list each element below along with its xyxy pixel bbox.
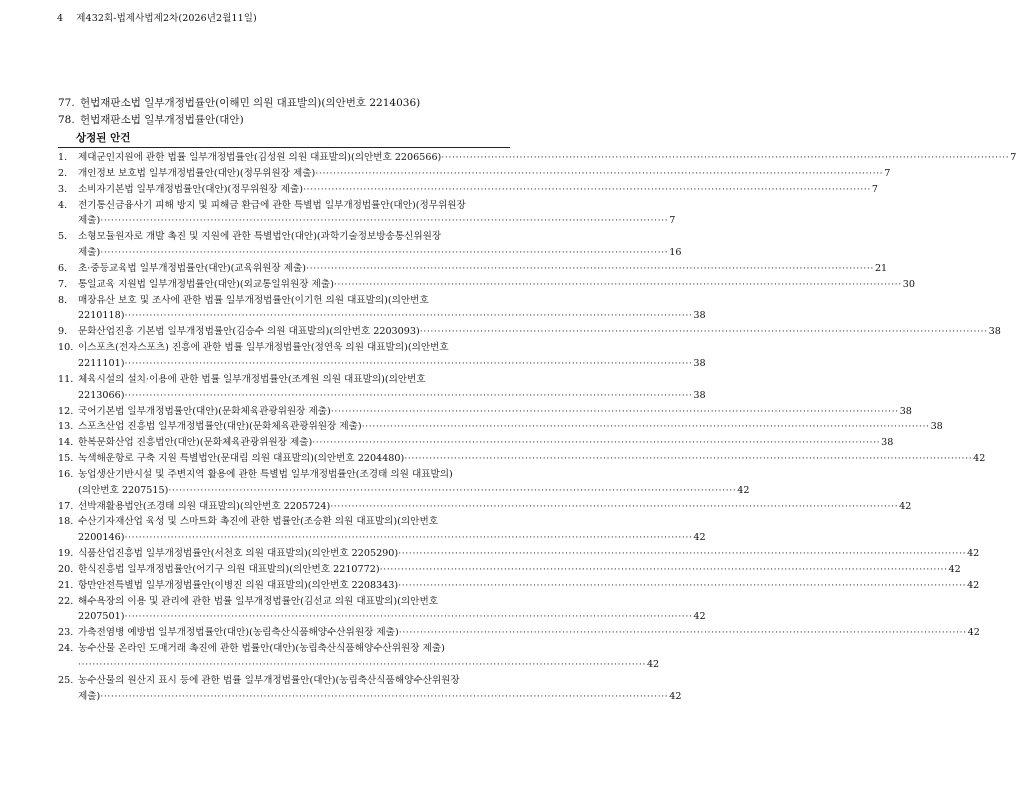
list-item <box>58 198 676 230</box>
item-number: 15. <box>58 453 74 465</box>
list-item <box>58 324 1001 340</box>
item-leader-line <box>78 609 706 625</box>
dot-leader <box>124 609 692 625</box>
dot-leader <box>420 324 988 340</box>
item-page-number: 42 <box>737 484 750 496</box>
item-number: 77. <box>58 97 75 109</box>
item-text: 식품산업진흥법 일부개정법률안(서천호 의원 대표발의)(의안번호 2205290) <box>78 548 399 560</box>
item-number: 1. <box>58 152 68 163</box>
item-text: 2200146) <box>78 532 125 544</box>
list-item <box>58 95 508 112</box>
item-number: 5. <box>58 231 68 243</box>
item-text: 한복문화산업 진흥법안(대안)(문화체육관광위원장 제출) <box>78 437 313 449</box>
item-number: 14. <box>58 437 74 449</box>
item-text: 농업생산기반시설 및 주변지역 활용에 관한 특별법 일부개정법률안(조경태 의원 대표발의) <box>78 468 453 480</box>
item-page-number: 42 <box>899 500 912 512</box>
item-page-number: 30 <box>902 278 915 290</box>
item-text: 통일교육 지원법 일부개정법률안(대안)(외교통일위원장 제출) <box>78 278 334 290</box>
item-page-number: 42 <box>973 453 986 465</box>
list-item <box>58 451 986 467</box>
item-text: 제출) <box>78 215 101 227</box>
item-page-number: 42 <box>693 611 706 623</box>
list-item <box>58 514 706 546</box>
dot-leader <box>441 150 1009 166</box>
dot-leader <box>331 404 899 420</box>
item-text: 2213066) <box>78 389 125 401</box>
dot-leader <box>124 388 692 404</box>
item-leader-line <box>78 435 894 451</box>
item-text: 체육시설의 설치·이용에 관한 법률 일부개정법률안(조계원 의원 대표발의)(의안번호 <box>78 373 426 385</box>
dot-leader <box>100 689 668 705</box>
dot-leader <box>404 451 972 467</box>
item-page-number: 38 <box>693 310 706 322</box>
item-text: 2207501) <box>78 611 125 623</box>
item-number: 2. <box>58 167 68 179</box>
item-leader-line <box>78 182 879 198</box>
item-leader-line <box>78 562 961 578</box>
item-number: 9. <box>58 326 68 338</box>
item-text: 녹색해운항로 구축 지원 특별법안(문대림 의원 대표발의)(의안번호 2204480) <box>78 453 405 465</box>
item-leader-line <box>78 166 891 182</box>
list-item <box>58 150 1016 166</box>
list-item <box>58 293 706 325</box>
dot-leader <box>78 657 646 673</box>
dot-leader <box>303 182 871 198</box>
list-item <box>58 641 660 673</box>
agenda-item-list <box>58 150 1016 705</box>
dot-leader <box>315 166 883 182</box>
item-number: 6. <box>58 262 68 274</box>
continued-agenda-list <box>58 95 508 129</box>
item-page-number: 42 <box>948 563 961 575</box>
item-leader-line <box>78 245 682 261</box>
item-number: 78. <box>58 114 75 126</box>
item-leader-line <box>78 451 986 467</box>
item-page-number: 42 <box>646 659 660 670</box>
item-leader-line <box>78 483 750 499</box>
item-text: 소형모듈원자로 개발 촉진 및 지원에 관한 특별법안(대안)(과학기술정보방송통신위원장 <box>78 231 442 243</box>
item-number: 23. <box>58 627 74 639</box>
item-number: 24. <box>58 643 74 655</box>
dot-leader <box>362 419 930 435</box>
item-number: 7. <box>58 278 68 290</box>
item-text: (의안번호 2207515) <box>78 484 169 496</box>
dot-leader <box>124 356 692 372</box>
item-page-number: 42 <box>967 579 980 591</box>
dot-leader <box>398 546 966 562</box>
item-text: 가축전염병 예방법 일부개정법률안(대안)(농림축산식품해양수산위원장 제출) <box>78 627 399 639</box>
item-number: 12. <box>58 405 74 417</box>
item-text: 수산기자재산업 육성 및 스마트화 촉진에 관한 법률안(조승환 의원 대표발의)(의안번호 <box>78 516 438 528</box>
section-title: 상정된 안건 <box>76 132 131 144</box>
list-item <box>58 277 915 293</box>
item-number: 10. <box>58 342 74 354</box>
item-leader-line <box>78 530 706 546</box>
item-page-number: 42 <box>669 690 682 702</box>
item-text: 한식진흥법 일부개정법률안(어기구 의원 대표발의)(의안번호 2210772) <box>78 563 380 575</box>
dot-leader <box>330 499 898 515</box>
item-leader-line <box>78 404 912 420</box>
dot-leader <box>168 483 736 499</box>
list-item <box>58 673 682 705</box>
item-page-number: 42 <box>967 627 980 639</box>
item-leader-line <box>78 308 706 324</box>
item-leader-line <box>78 277 915 293</box>
agenda-section <box>58 130 1016 705</box>
item-page-number: 21 <box>874 262 888 274</box>
item-page-number: 42 <box>967 548 980 560</box>
item-leader-line <box>78 150 1016 166</box>
dot-leader <box>380 562 948 578</box>
item-text: 헌법재판소법 일부개정법률안(이해민 의원 대표발의)(의안번호 2214036) <box>80 97 421 109</box>
item-page-number: 7 <box>669 215 676 227</box>
item-text: 국어기본법 일부개정법률안(대안)(문화체육관광위원장 제출) <box>78 405 331 417</box>
item-page-number: 42 <box>693 532 706 544</box>
list-item <box>58 546 980 562</box>
item-text: 항만안전특별법 일부개정법률안(이병진 의원 대표발의)(의안번호 2208343) <box>78 579 399 591</box>
section-divider <box>58 147 510 148</box>
dot-leader <box>124 308 692 324</box>
item-page-number: 38 <box>693 357 706 369</box>
item-leader-line <box>78 213 676 229</box>
list-item <box>58 112 508 129</box>
item-page-number: 7 <box>1010 152 1016 163</box>
list-item <box>58 419 943 435</box>
item-leader-line <box>78 261 888 277</box>
item-number: 13. <box>58 421 74 433</box>
item-leader-line <box>78 657 660 673</box>
list-item <box>58 261 888 277</box>
list-item <box>58 467 750 499</box>
item-number: 4. <box>58 199 68 211</box>
item-text: 제출) <box>78 247 101 259</box>
list-item <box>58 594 706 626</box>
item-leader-line <box>78 356 706 372</box>
item-number: 18. <box>58 516 74 528</box>
item-text: 2210118) <box>78 310 125 322</box>
item-number: 25. <box>58 674 74 686</box>
item-number: 22. <box>58 595 74 607</box>
item-text: 개인정보 보호법 일부개정법률안(대안)(정무위원장 제출) <box>78 167 316 179</box>
dot-leader <box>100 245 668 261</box>
list-item <box>58 404 912 420</box>
list-item <box>58 340 706 372</box>
item-text: 헌법재판소법 일부개정법률안(대안) <box>80 114 244 126</box>
dot-leader <box>334 277 902 293</box>
item-leader-line <box>78 546 980 562</box>
list-item <box>58 166 891 182</box>
item-number: 17. <box>58 500 74 512</box>
item-number: 3. <box>58 183 68 195</box>
page-header <box>57 10 257 24</box>
item-text: 이스포츠(전자스포츠) 진흥에 관한 법률 일부개정법률안(정연욱 의원 대표발의)(의안번호 <box>78 342 449 354</box>
item-page-number: 38 <box>693 389 706 401</box>
item-page-number: 38 <box>881 437 894 449</box>
item-text: 제출) <box>78 690 101 702</box>
item-number: 11. <box>58 373 74 385</box>
item-text: 소비자기본법 일부개정법률안(대안)(정무위원장 제출) <box>78 183 303 195</box>
list-item <box>58 372 706 404</box>
dot-leader <box>398 578 966 594</box>
item-number: 19. <box>58 548 74 560</box>
item-text: 해수욕장의 이용 및 관리에 관한 법률 일부개정법률안(김선교 의원 대표발의)(의안번호 <box>78 595 438 607</box>
item-leader-line <box>78 419 943 435</box>
item-text: 스포츠산업 진흥법 일부개정법률안(대안)(문화체육관광위원장 제출) <box>78 421 362 433</box>
item-number: 21. <box>58 579 74 591</box>
item-text: 매장유산 보호 및 조사에 관한 법률 일부개정법률안(이기헌 의원 대표발의)(의안번호 <box>78 294 429 306</box>
item-text: 선박재활용법안(조경태 의원 대표발의)(의안번호 2205724) <box>78 500 331 512</box>
item-text: 전기통신금융사기 피해 방지 및 피해금 환급에 관한 특별법 일부개정법률안(대안)(정무위원장 <box>78 199 466 211</box>
item-text: 농수산물의 원산지 표시 등에 관한 법률 일부개정법률안(대안)(농림축산식품해양수산위원장 <box>78 674 460 686</box>
item-leader-line <box>78 689 682 705</box>
item-leader-line <box>78 578 980 594</box>
page-number: 4 <box>57 13 64 24</box>
item-leader-line <box>78 324 1001 340</box>
list-item <box>58 499 912 515</box>
item-text: 초·중등교육법 일부개정법률안(대안)(교육위원장 제출) <box>78 262 307 274</box>
item-page-number: 38 <box>930 421 943 433</box>
dot-leader <box>124 530 692 546</box>
item-number: 20. <box>58 563 74 575</box>
item-text: 농수산물 온라인 도매거래 촉진에 관한 법률안(대안)(농림축산식품해양수산위원장 제출) <box>78 643 445 655</box>
list-item <box>58 435 894 451</box>
item-page-number: 38 <box>899 405 912 417</box>
item-leader-line <box>78 388 706 404</box>
list-item <box>58 625 980 641</box>
item-text: 문화산업진흥 기본법 일부개정법률안(김승수 의원 대표발의)(의안번호 2203093) <box>78 326 420 338</box>
dot-leader <box>100 213 668 229</box>
item-number: 8. <box>58 294 68 306</box>
list-item <box>58 182 879 198</box>
item-page-number: 38 <box>988 326 1001 338</box>
item-page-number: 7 <box>884 167 891 179</box>
item-leader-line <box>78 625 980 641</box>
item-number: 16. <box>58 468 74 480</box>
list-item <box>58 578 980 594</box>
item-page-number: 16 <box>669 247 682 259</box>
item-leader-line <box>78 499 912 515</box>
item-text: 2211101) <box>78 357 125 369</box>
dot-leader <box>312 435 880 451</box>
dot-leader <box>306 261 874 277</box>
list-item <box>58 229 682 261</box>
list-item <box>58 562 961 578</box>
item-page-number: 7 <box>871 183 879 195</box>
item-text: 제대군인지원에 관한 법률 일부개정법률안(김성원 의원 대표발의)(의안번호 2206566) <box>78 152 442 163</box>
dot-leader <box>399 625 967 641</box>
header-title: 제432회-법제사법제2차(2026년2월11일) <box>76 13 257 24</box>
